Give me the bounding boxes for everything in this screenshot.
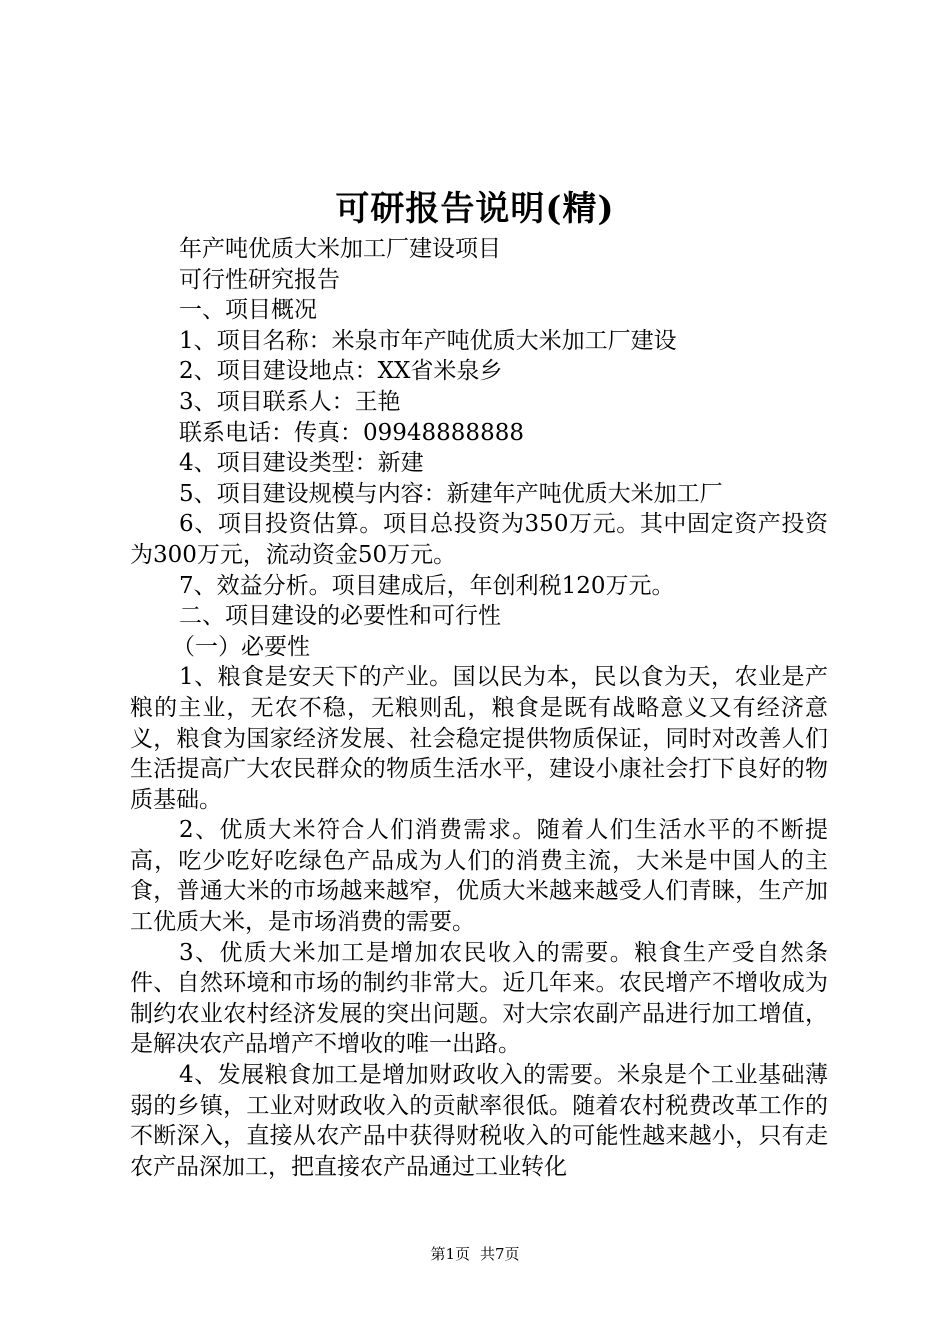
- page-number: 第1页: [430, 1245, 470, 1263]
- paragraph-report-type: 可行性研究报告: [179, 266, 340, 293]
- paragraph-contact-phone: 联系电话：传真：09948888888: [179, 419, 524, 446]
- document-body: [130, 234, 828, 1182]
- paragraph-item-2: 2、项目建设地点：XX省米泉乡: [179, 358, 503, 385]
- paragraph-necessity-1: 1、粮食是安天下的产业。国以民为本，民以食为天，农业是产粮的主业，无农不稳，无粮则乱，粮食是既有战略意义又有经济意义，粮食为国家经济发展、社会稳定提供物质保证，同时对改善人们生活提高广大农民群众的物质生活水平，建设小康社会打下良好的物质基础。: [130, 664, 828, 813]
- heading-overview: 一、项目概况: [179, 297, 317, 324]
- paragraph-item-5: 5、项目建设规模与内容：新建年产吨优质大米加工厂: [179, 480, 723, 507]
- paragraph-project-name: 年产吨优质大米加工厂建设项目: [179, 236, 501, 262]
- paragraph-necessity-3: 3、优质大米加工是增加农民收入的需要。粮食生产受自然条件、自然环境和市场的制约非常大。近几年来。农民增产不增收成为制约农业农村经济发展的突出问题。对大宗农副产品进行加工增值，是解决农产品增产不增收的唯一出路。: [130, 939, 828, 1058]
- page-total: 共7页: [480, 1245, 520, 1263]
- paragraph-item-1: 1、项目名称：米泉市年产吨优质大米加工厂建设: [179, 327, 677, 354]
- paragraph-necessity-2: 2、优质大米符合人们消费需求。随着人们生活水平的不断提高，吃少吃好吃绿色产品成为人们的消费主流，大米是中国人的主食，普通大米的市场越来越窄，优质大米越来越受人们青睐，生产加工优质大米，是市场消费的需要。: [130, 817, 828, 936]
- heading-necessity: （一）必要性: [172, 633, 310, 660]
- paragraph-item-4: 4、项目建设类型：新建: [179, 450, 424, 477]
- document-title: 可研报告说明(精): [335, 189, 615, 229]
- heading-necessity-feasibility: 二、项目建设的必要性和可行性: [179, 603, 501, 630]
- paragraph-item-3: 3、项目联系人：王艳: [179, 388, 401, 415]
- paragraph-necessity-4: 4、发展粮食加工是增加财政收入的需要。米泉是个工业基础薄弱的乡镇，工业对财政收入的贡献率很低。随着农村税费改革工作的不断深入，直接从农产品中获得财税收入的可能性越来越小，只有走农产品深加工，把直接农产品通过工业转化: [130, 1062, 828, 1180]
- paragraph-item-6: 6、项目投资估算。项目总投资为350万元。其中固定资产投资为300万元，流动资金50万元。: [130, 511, 828, 568]
- page-footer: [0, 1243, 950, 1265]
- paragraph-item-7: 7、效益分析。项目建成后，年创利税120万元。: [179, 572, 675, 599]
